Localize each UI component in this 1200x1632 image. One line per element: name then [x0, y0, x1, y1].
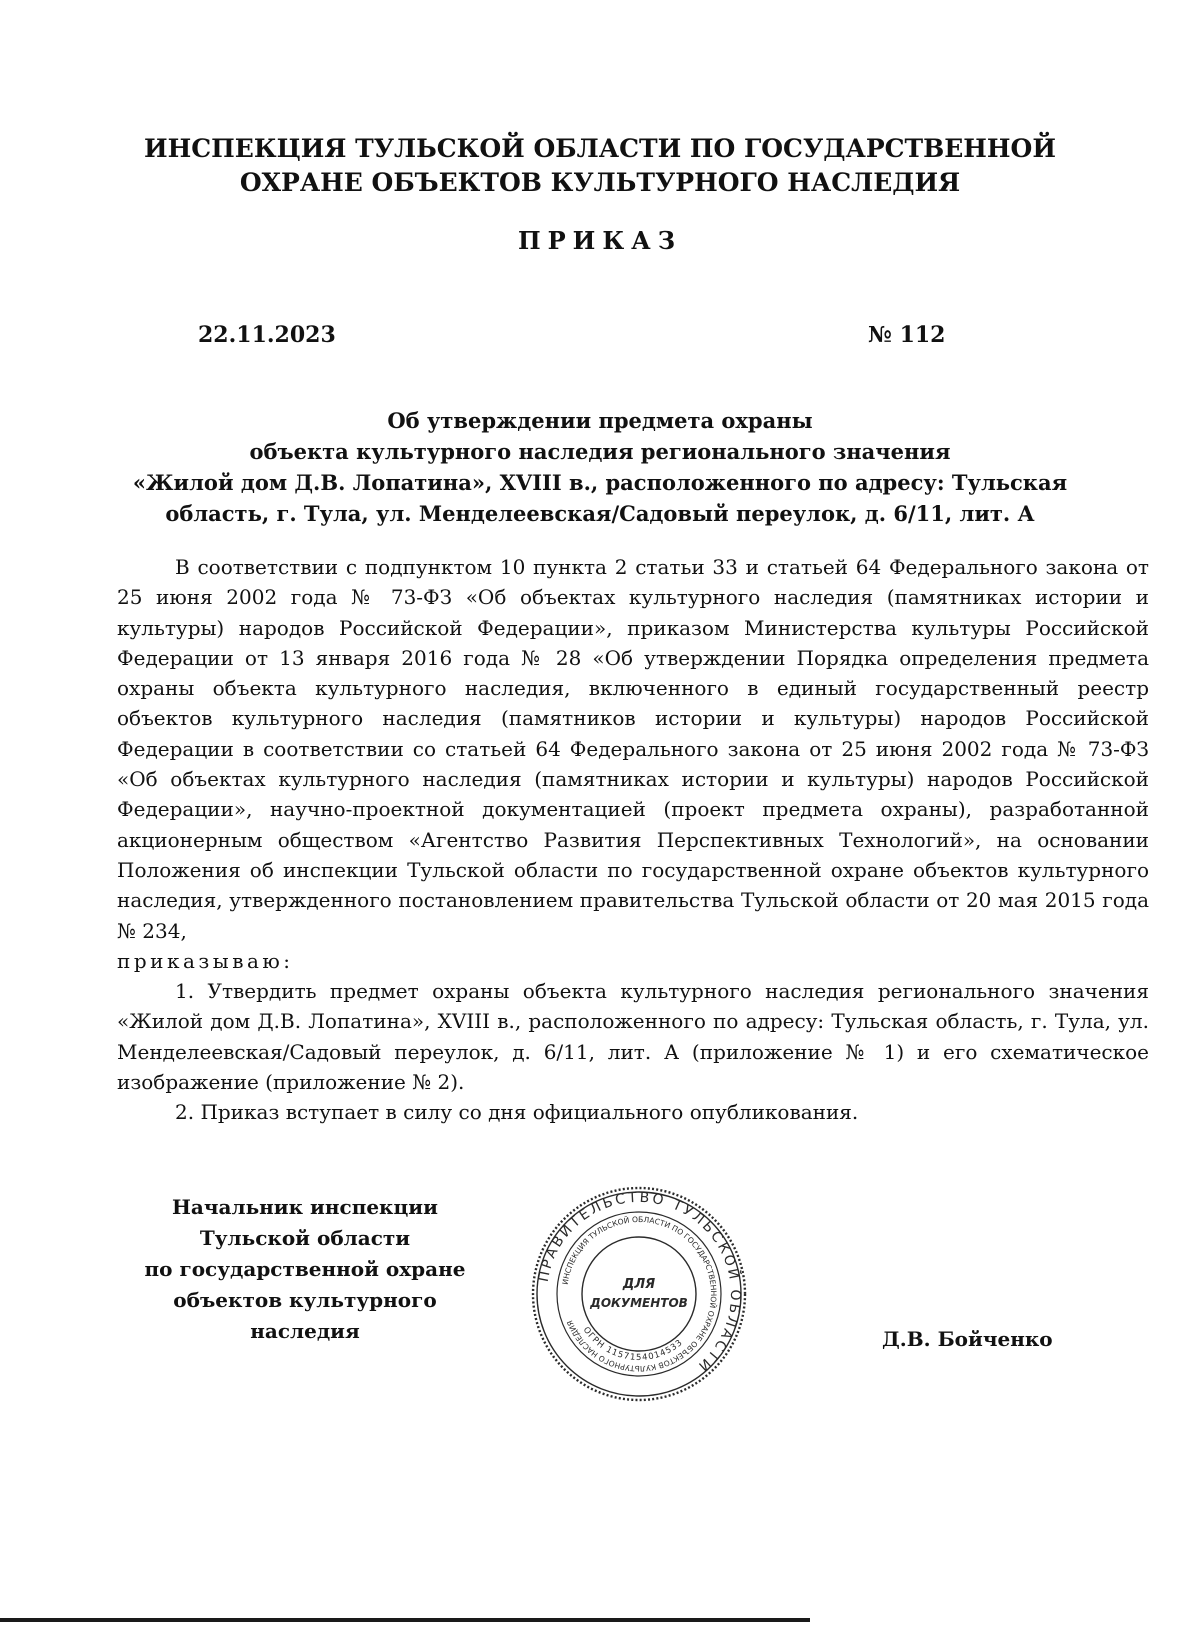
signer-position [110, 1192, 500, 1347]
order-number: № 112 [868, 322, 946, 348]
agency-name-line-2: ОХРАНЕ ОБЪЕКТОВ КУЛЬТУРНОГО НАСЛЕДИЯ [239, 168, 961, 197]
order-body [117, 552, 1149, 1128]
subject-line-3: «Жилой дом Д.В. Лопатина», XVIII в., расположенного по адресу: Тульская [132, 470, 1068, 495]
order-subject [0, 405, 1200, 529]
order-item-2: 2. Приказ вступает в силу со дня официального опубликования. [175, 1100, 859, 1125]
official-seal [528, 1183, 750, 1405]
bottom-border-line [0, 1618, 810, 1622]
subject-line-2: объекта культурного наследия регионального значения [249, 439, 951, 464]
signer-position-line-2: Тульской области [199, 1226, 411, 1250]
seal-ogrn: ОГРН 1157154014533 [580, 1325, 686, 1364]
subject-line-4: область, г. Тула, ул. Менделеевская/Садовый переулок, д. 6/11, лит. А [165, 501, 1035, 526]
agency-name [0, 132, 1200, 200]
document-type-heading: ПРИКАЗ [517, 226, 683, 255]
signer-position-line-5: наследия [250, 1319, 360, 1343]
seal-outer-text: ПРАВИТЕЛЬСТВО ТУЛЬСКОЙ ОБЛАСТИ [535, 1189, 744, 1376]
agency-name-line-1: ИНСПЕКЦИЯ ТУЛЬСКОЙ ОБЛАСТИ ПО ГОСУДАРСТВЕННОЙ [144, 134, 1056, 163]
order-item-1: 1. Утвердить предмет охраны объекта культурного наследия регионального значения «Жилой дом Д.В. Лопатина», XVIII в., расположенного по адресу: Тульская область, г. Тула, ул. Менделеевская/Садовый переулок, д. 6/11, лит. А (приложение № 1) и его схематическое изображение (приложение № 2). [117, 979, 1149, 1095]
seal-inner-text: ИНСПЕКЦИЯ ТУЛЬСКОЙ ОБЛАСТИ ПО ГОСУДАРСТВЕННОЙ ОХРАНЕ ОБЪЕКТОВ КУЛЬТУРНОГО НАСЛЕДИЯ [560, 1214, 719, 1374]
seal-center-line-1: ДЛЯ [622, 1277, 656, 1292]
signer-name: Д.В. Бойченко [882, 1327, 1053, 1351]
order-date: 22.11.2023 [198, 322, 336, 348]
seal-graphic [528, 1183, 750, 1405]
seal-center-line-2: ДОКУМЕНТОВ [590, 1296, 688, 1310]
order-word: приказываю: [117, 948, 294, 973]
signer-position-line-4: объектов культурного [173, 1288, 437, 1312]
subject-line-1: Об утверждении предмета охраны [387, 408, 813, 433]
signer-position-line-3: по государственной охране [144, 1257, 466, 1281]
preamble-text: В соответствии с подпунктом 10 пункта 2 статьи 33 и статьей 64 Федерального закона от 25 июня 2002 года № 73-ФЗ «Об объектах культурного наследия (памятниках истории и культуры) народов Российской Федерации», приказом Министерства культуры Российской Федерации от 13 января 2016 года № 28 «Об утверждении Порядка определения предмета охраны объекта культурного наследия, включенного в единый государственный реестр объектов культурного наследия (памятников истории и культуры) народов Российской Федерации в соответствии со статьей 64 Федерального закона от 25 июня 2002 года № 73-ФЗ «Об объектах культурного наследия (памятниках истории и культуры) народов Российской Федерации», научно-проектной документацией (проект предмета охраны), разработанной акционерным обществом «Агентство Развития Перспективных Технологий», на основании Положения об инспекции Тульской области по государственной охране объектов культурного наследия, утвержденного постановлением правительства Тульской области от 20 мая 2015 года № 234, [117, 555, 1149, 943]
signer-position-line-1: Начальник инспекции [172, 1195, 438, 1219]
preamble-paragraph [117, 552, 1149, 976]
